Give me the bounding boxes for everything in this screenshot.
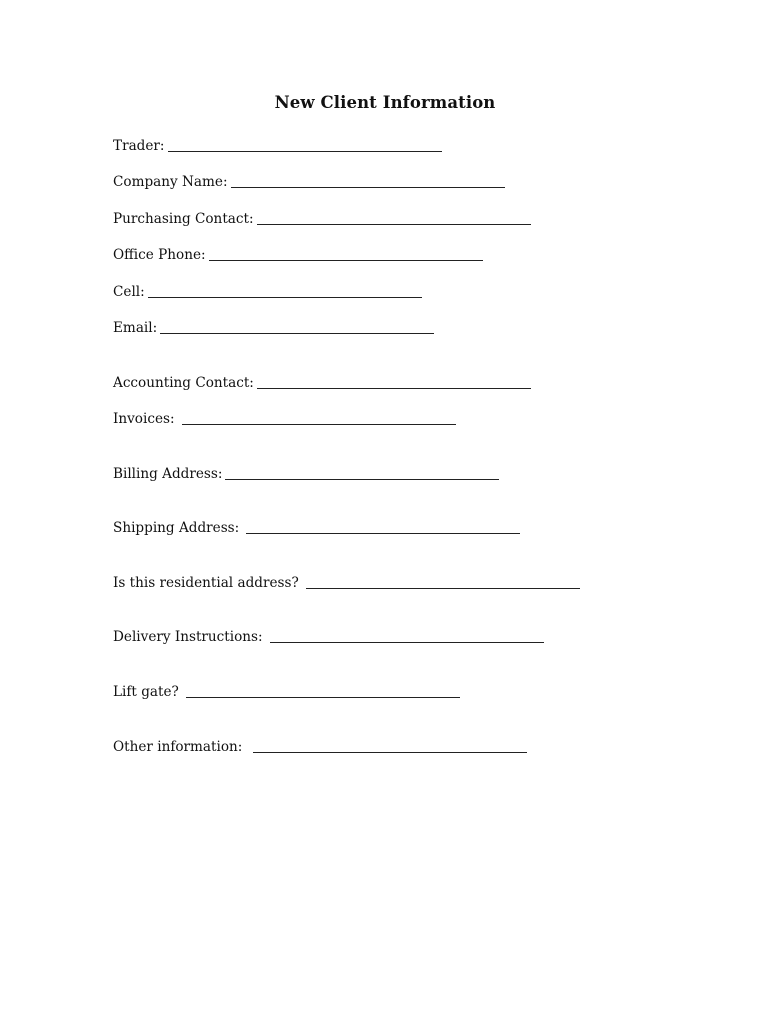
- cell-field: [113, 279, 422, 301]
- accounting-contact-label: Accounting Contact:: [113, 375, 254, 391]
- company-name-label: Company Name:: [113, 174, 228, 190]
- company-name-field: [113, 169, 505, 191]
- accounting-contact-input-line[interactable]: [257, 388, 531, 389]
- office-phone-label: Office Phone:: [113, 247, 206, 263]
- delivery-instructions-label: Delivery Instructions:: [113, 629, 263, 645]
- office-phone-input-line[interactable]: [209, 260, 483, 261]
- invoices-input-line[interactable]: [182, 424, 456, 425]
- purchasing-contact-label: Purchasing Contact:: [113, 211, 254, 227]
- email-label: Email:: [113, 320, 158, 336]
- company-name-input-line[interactable]: [231, 187, 505, 188]
- residential-address-label: Is this residential address?: [113, 575, 299, 591]
- trader-input-line[interactable]: [168, 151, 442, 152]
- shipping-address-label: Shipping Address:: [113, 520, 240, 536]
- other-information-field: [113, 734, 527, 756]
- invoices-label: Invoices:: [113, 411, 175, 427]
- email-field: [113, 315, 434, 337]
- trader-label: Trader:: [113, 138, 165, 154]
- cell-input-line[interactable]: [148, 297, 422, 298]
- billing-address-field: [113, 461, 499, 483]
- billing-address-input-line[interactable]: [225, 479, 499, 480]
- email-input-line[interactable]: [160, 333, 434, 334]
- lift-gate-field: [113, 679, 460, 701]
- other-information-label: Other information:: [113, 739, 243, 755]
- office-phone-field: [113, 242, 483, 264]
- page-title: New Client Information: [274, 93, 496, 112]
- trader-field: [113, 133, 442, 155]
- residential-address-field: [113, 570, 580, 592]
- purchasing-contact-input-line[interactable]: [257, 224, 531, 225]
- other-information-input-line[interactable]: [253, 752, 527, 753]
- billing-address-label: Billing Address:: [113, 466, 223, 482]
- accounting-contact-field: [113, 370, 531, 392]
- shipping-address-field: [113, 515, 520, 537]
- purchasing-contact-field: [113, 206, 531, 228]
- lift-gate-label: Lift gate?: [113, 684, 179, 700]
- lift-gate-input-line[interactable]: [186, 697, 460, 698]
- delivery-instructions-field: [113, 624, 544, 646]
- invoices-field: [113, 406, 456, 428]
- shipping-address-input-line[interactable]: [246, 533, 520, 534]
- cell-label: Cell:: [113, 284, 145, 300]
- residential-address-input-line[interactable]: [306, 588, 580, 589]
- delivery-instructions-input-line[interactable]: [270, 642, 544, 643]
